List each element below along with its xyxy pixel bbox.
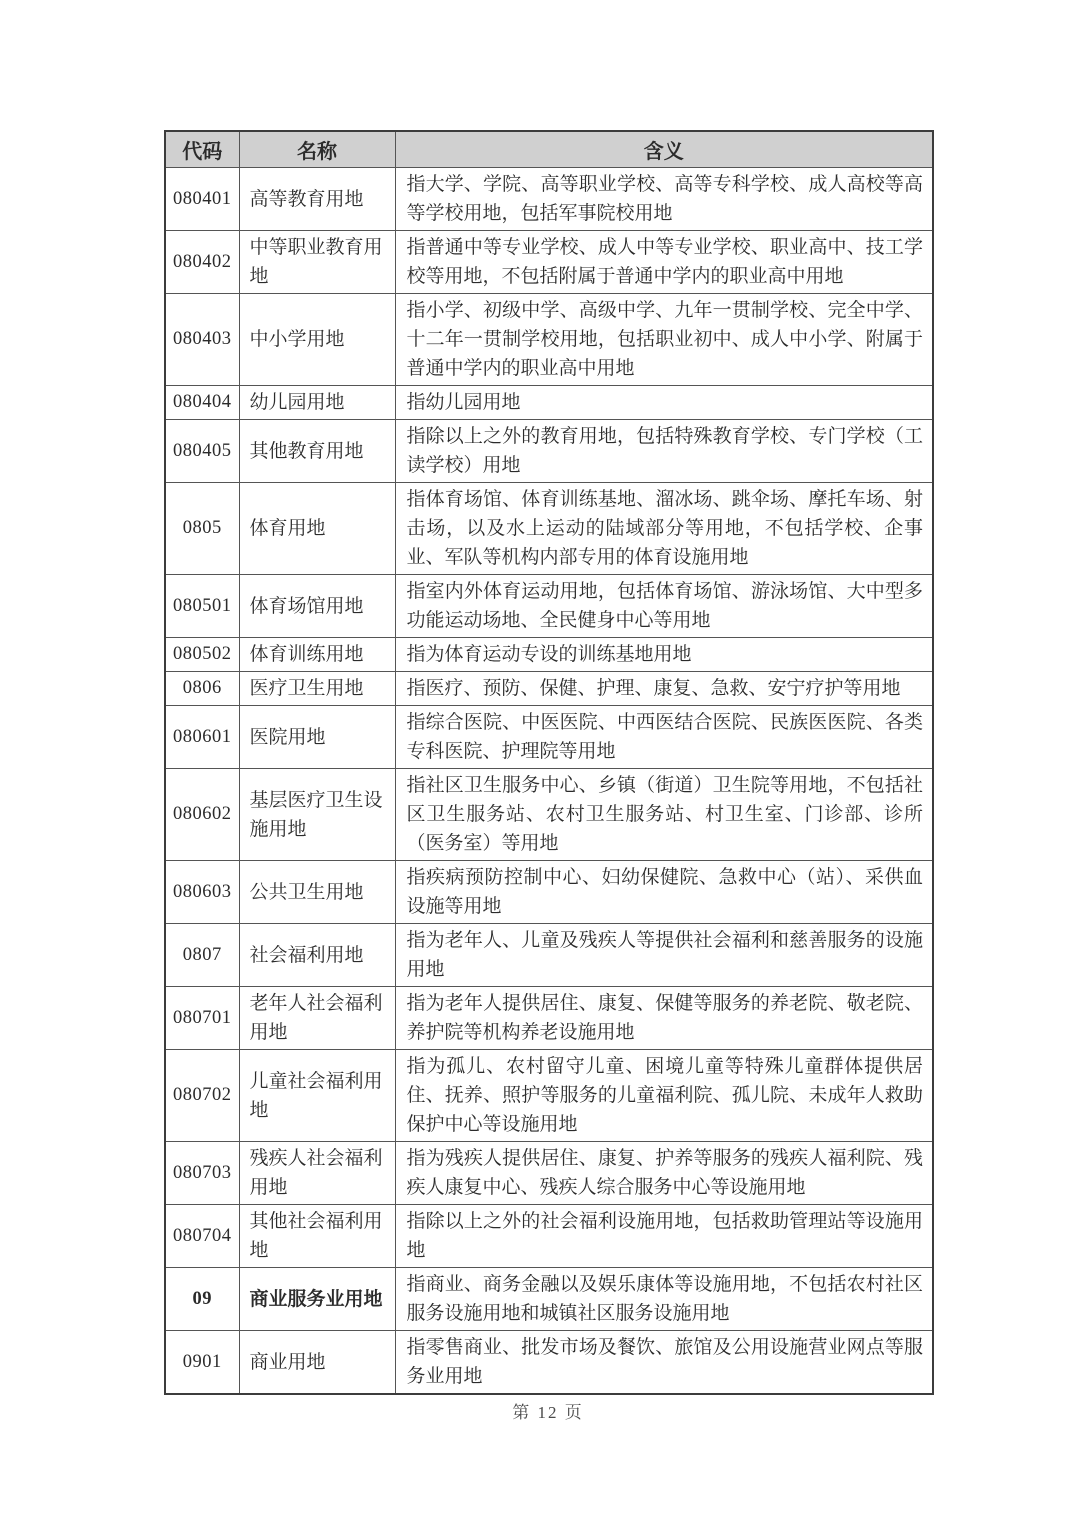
table-row xyxy=(165,987,933,1050)
header-name: 名称 xyxy=(239,131,395,168)
cell-name: 中等职业教育用地 xyxy=(239,231,395,294)
cell-name: 儿童社会福利用地 xyxy=(239,1050,395,1142)
cell-code: 080402 xyxy=(165,231,239,294)
cell-meaning: 指社区卫生服务中心、乡镇（街道）卫生院等用地，不包括社区卫生服务站、农村卫生服务站、村卫生室、门诊部、诊所（医务室）等用地 xyxy=(395,769,933,861)
cell-name: 基层医疗卫生设施用地 xyxy=(239,769,395,861)
cell-code: 09 xyxy=(165,1268,239,1331)
cell-code: 080703 xyxy=(165,1142,239,1205)
cell-name: 中小学用地 xyxy=(239,294,395,386)
table-row xyxy=(165,231,933,294)
table-row xyxy=(165,168,933,231)
cell-code: 0806 xyxy=(165,672,239,706)
page-number: 第 12 页 xyxy=(512,1403,584,1422)
table-row xyxy=(165,483,933,575)
cell-name: 商业用地 xyxy=(239,1331,395,1395)
table-row xyxy=(165,386,933,420)
land-use-classification-table xyxy=(164,130,934,1395)
cell-code: 080701 xyxy=(165,987,239,1050)
cell-meaning: 指商业、商务金融以及娱乐康体等设施用地，不包括农村社区服务设施用地和城镇社区服务设施用地 xyxy=(395,1268,933,1331)
table-row xyxy=(165,769,933,861)
header-code: 代码 xyxy=(165,131,239,168)
cell-name: 其他社会福利用地 xyxy=(239,1205,395,1268)
cell-name: 其他教育用地 xyxy=(239,420,395,483)
table-row xyxy=(165,924,933,987)
cell-code: 080702 xyxy=(165,1050,239,1142)
table-body xyxy=(165,168,933,1395)
cell-meaning: 指体育场馆、体育训练基地、溜冰场、跳伞场、摩托车场、射击场，以及水上运动的陆域部分等用地，不包括学校、企事业、军队等机构内部专用的体育设施用地 xyxy=(395,483,933,575)
table-row xyxy=(165,1331,933,1395)
cell-meaning: 指疾病预防控制中心、妇幼保健院、急救中心（站）、采供血设施等用地 xyxy=(395,861,933,924)
cell-meaning: 指除以上之外的教育用地，包括特殊教育学校、专门学校（工读学校）用地 xyxy=(395,420,933,483)
cell-name: 体育训练用地 xyxy=(239,638,395,672)
cell-code: 080403 xyxy=(165,294,239,386)
cell-code: 080404 xyxy=(165,386,239,420)
cell-name: 老年人社会福利用地 xyxy=(239,987,395,1050)
cell-code: 0901 xyxy=(165,1331,239,1395)
table-row xyxy=(165,575,933,638)
table-row xyxy=(165,1142,933,1205)
table-row xyxy=(165,706,933,769)
cell-code: 080601 xyxy=(165,706,239,769)
cell-name: 幼儿园用地 xyxy=(239,386,395,420)
cell-name: 医疗卫生用地 xyxy=(239,672,395,706)
cell-code: 0805 xyxy=(165,483,239,575)
table-row xyxy=(165,1268,933,1331)
table-row xyxy=(165,672,933,706)
cell-code: 080603 xyxy=(165,861,239,924)
cell-code: 080401 xyxy=(165,168,239,231)
cell-meaning: 指为老年人、儿童及残疾人等提供社会福利和慈善服务的设施用地 xyxy=(395,924,933,987)
cell-name: 体育场馆用地 xyxy=(239,575,395,638)
cell-meaning: 指大学、学院、高等职业学校、高等专科学校、成人高校等高等学校用地，包括军事院校用地 xyxy=(395,168,933,231)
cell-code: 080405 xyxy=(165,420,239,483)
cell-meaning: 指小学、初级中学、高级中学、九年一贯制学校、完全中学、十二年一贯制学校用地，包括职业初中、成人中小学、附属于普通中学内的职业高中用地 xyxy=(395,294,933,386)
cell-meaning: 指零售商业、批发市场及餐饮、旅馆及公用设施营业网点等服务业用地 xyxy=(395,1331,933,1395)
cell-code: 0807 xyxy=(165,924,239,987)
cell-meaning: 指为老年人提供居住、康复、保健等服务的养老院、敬老院、养护院等机构养老设施用地 xyxy=(395,987,933,1050)
cell-meaning: 指为残疾人提供居住、康复、护养等服务的残疾人福利院、残疾人康复中心、残疾人综合服务中心等设施用地 xyxy=(395,1142,933,1205)
cell-name: 体育用地 xyxy=(239,483,395,575)
table-row xyxy=(165,420,933,483)
cell-meaning: 指除以上之外的社会福利设施用地，包括救助管理站等设施用地 xyxy=(395,1205,933,1268)
cell-meaning: 指为体育运动专设的训练基地用地 xyxy=(395,638,933,672)
table-row xyxy=(165,1205,933,1268)
cell-code: 080502 xyxy=(165,638,239,672)
cell-name: 高等教育用地 xyxy=(239,168,395,231)
cell-meaning: 指医疗、预防、保健、护理、康复、急救、安宁疗护等用地 xyxy=(395,672,933,706)
cell-meaning: 指室内外体育运动用地，包括体育场馆、游泳场馆、大中型多功能运动场地、全民健身中心等用地 xyxy=(395,575,933,638)
table-header-row xyxy=(165,131,933,168)
cell-meaning: 指幼儿园用地 xyxy=(395,386,933,420)
cell-name: 医院用地 xyxy=(239,706,395,769)
cell-code: 080704 xyxy=(165,1205,239,1268)
cell-name: 公共卫生用地 xyxy=(239,861,395,924)
cell-name: 残疾人社会福利用地 xyxy=(239,1142,395,1205)
cell-code: 080501 xyxy=(165,575,239,638)
header-meaning: 含义 xyxy=(395,131,933,168)
cell-code: 080602 xyxy=(165,769,239,861)
cell-name: 商业服务业用地 xyxy=(239,1268,395,1331)
cell-meaning: 指普通中等专业学校、成人中等专业学校、职业高中、技工学校等用地，不包括附属于普通中学内的职业高中用地 xyxy=(395,231,933,294)
table-row xyxy=(165,638,933,672)
cell-meaning: 指综合医院、中医医院、中西医结合医院、民族医医院、各类专科医院、护理院等用地 xyxy=(395,706,933,769)
table-row xyxy=(165,294,933,386)
cell-name: 社会福利用地 xyxy=(239,924,395,987)
cell-meaning: 指为孤儿、农村留守儿童、困境儿童等特殊儿童群体提供居住、抚养、照护等服务的儿童福利院、孤儿院、未成年人救助保护中心等设施用地 xyxy=(395,1050,933,1142)
table-row xyxy=(165,1050,933,1142)
table-row xyxy=(165,861,933,924)
